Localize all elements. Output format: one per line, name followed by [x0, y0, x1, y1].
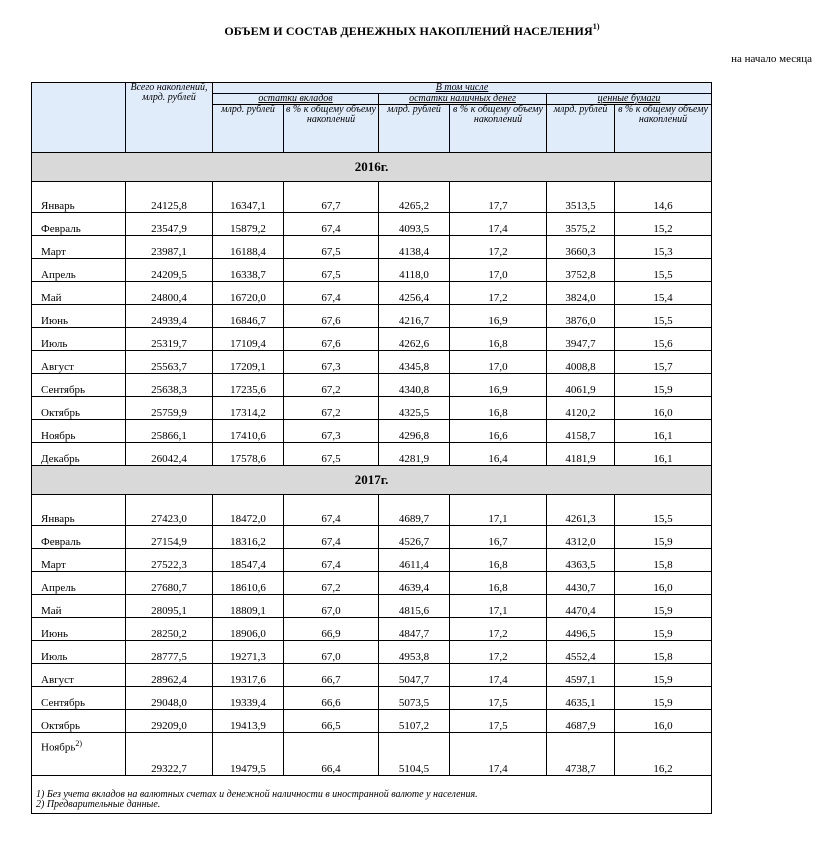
total-cell: 27154,9 — [126, 526, 213, 549]
cash-pct-cell: 16,8 — [450, 572, 547, 595]
securities-pct-cell: 15,9 — [615, 687, 712, 710]
deposits-pct-cell: 67,3 — [284, 420, 379, 443]
table-row — [32, 259, 712, 282]
cash-bn-cell: 5047,7 — [379, 664, 450, 687]
securities-bn-cell: 3824,0 — [547, 282, 615, 305]
cash-bn-cell: 5104,5 — [379, 733, 450, 776]
month-cell — [32, 618, 126, 641]
securities-pct-cell: 15,8 — [615, 641, 712, 664]
table-row — [32, 595, 712, 618]
year-header: 2016г. — [32, 153, 712, 182]
total-cell: 27680,7 — [126, 572, 213, 595]
cash-pct-cell: 16,9 — [450, 305, 547, 328]
deposits-bn-cell: 17410,6 — [213, 420, 284, 443]
deposits-pct-cell: 66,7 — [284, 664, 379, 687]
month-label: Февраль — [41, 536, 81, 548]
month-cell — [32, 549, 126, 572]
deposits-bn-cell: 18906,0 — [213, 618, 284, 641]
cash-pct-cell: 17,7 — [450, 190, 547, 213]
securities-pct-cell: 14,6 — [615, 190, 712, 213]
securities-pct-cell: 15,5 — [615, 305, 712, 328]
securities-bn-header: млрд. рублей — [547, 105, 615, 153]
securities-bn-cell: 3876,0 — [547, 305, 615, 328]
deposits-bn-cell: 16846,7 — [213, 305, 284, 328]
month-cell — [32, 236, 126, 259]
cash-pct-cell: 17,1 — [450, 595, 547, 618]
month-label: Ноябрь — [41, 741, 76, 754]
table-row — [32, 374, 712, 397]
securities-bn-cell: 3947,7 — [547, 328, 615, 351]
month-label: Сентябрь — [41, 384, 86, 396]
total-cell: 29322,7 — [126, 733, 213, 776]
cash-pct-cell: 17,5 — [450, 710, 547, 733]
cash-pct-cell: 16,6 — [450, 420, 547, 443]
securities-bn-cell: 4635,1 — [547, 687, 615, 710]
cash-bn-cell: 4138,4 — [379, 236, 450, 259]
cash-pct-cell: 17,1 — [450, 503, 547, 526]
securities-pct-cell: 15,6 — [615, 328, 712, 351]
securities-pct-cell: 15,5 — [615, 503, 712, 526]
deposits-bn-cell: 19317,6 — [213, 664, 284, 687]
cash-pct-cell: 17,4 — [450, 213, 547, 236]
cash-bn-cell: 4815,6 — [379, 595, 450, 618]
month-label: Ноябрь — [41, 430, 76, 442]
deposits-bn-cell: 19413,9 — [213, 710, 284, 733]
month-label: Июнь — [41, 628, 69, 640]
table-body — [32, 153, 712, 814]
securities-bn-cell: 3575,2 — [547, 213, 615, 236]
securities-bn-cell: 4008,8 — [547, 351, 615, 374]
deposits-bn-cell: 17578,6 — [213, 443, 284, 466]
total-cell: 24939,4 — [126, 305, 213, 328]
table-row — [32, 526, 712, 549]
securities-bn-cell: 4552,4 — [547, 641, 615, 664]
month-label: Январь — [41, 513, 75, 525]
securities-pct-cell: 15,8 — [615, 549, 712, 572]
securities-pct-cell: 16,0 — [615, 572, 712, 595]
month-cell — [32, 687, 126, 710]
securities-pct-cell: 15,2 — [615, 213, 712, 236]
cash-bn-cell: 4611,4 — [379, 549, 450, 572]
table-row — [32, 710, 712, 733]
securities-bn-cell: 4312,0 — [547, 526, 615, 549]
securities-bn-cell: 3752,8 — [547, 259, 615, 282]
month-label: Май — [41, 605, 62, 617]
securities-pct-cell: 16,1 — [615, 443, 712, 466]
securities-pct-cell: 15,9 — [615, 526, 712, 549]
securities-bn-cell: 4430,7 — [547, 572, 615, 595]
securities-bn-cell: 4158,7 — [547, 420, 615, 443]
deposits-pct-cell: 67,7 — [284, 190, 379, 213]
securities-pct-cell: 15,9 — [615, 664, 712, 687]
cash-pct-cell: 16,9 — [450, 374, 547, 397]
month-label: Октябрь — [41, 720, 80, 732]
securities-bn-cell: 3660,3 — [547, 236, 615, 259]
deposits-pct-cell: 66,5 — [284, 710, 379, 733]
deposits-bn-cell: 16188,4 — [213, 236, 284, 259]
cash-pct-cell: 16,7 — [450, 526, 547, 549]
total-cell: 28777,5 — [126, 641, 213, 664]
total-cell: 26042,4 — [126, 443, 213, 466]
securities-pct-cell: 16,0 — [615, 710, 712, 733]
table-row — [32, 664, 712, 687]
month-label: Июль — [41, 338, 68, 350]
cash-bn-cell: 5073,5 — [379, 687, 450, 710]
cash-bn-cell: 4281,9 — [379, 443, 450, 466]
deposits-pct-header: в % к общему объему накоплений — [284, 105, 379, 153]
month-cell — [32, 282, 126, 305]
securities-pct-cell: 15,4 — [615, 282, 712, 305]
table-row — [32, 641, 712, 664]
total-cell: 23547,9 — [126, 213, 213, 236]
securities-bn-cell: 4687,9 — [547, 710, 615, 733]
cash-pct-cell: 17,0 — [450, 351, 547, 374]
deposits-bn-cell: 19339,4 — [213, 687, 284, 710]
total-cell: 29209,0 — [126, 710, 213, 733]
month-label: Март — [41, 559, 66, 571]
month-label: Январь — [41, 200, 75, 212]
deposits-bn-cell: 18610,6 — [213, 572, 284, 595]
securities-bn-cell: 4181,9 — [547, 443, 615, 466]
table-row — [32, 305, 712, 328]
table-row — [32, 503, 712, 526]
securities-bn-cell: 4061,9 — [547, 374, 615, 397]
month-cell — [32, 328, 126, 351]
deposits-bn-cell: 15879,2 — [213, 213, 284, 236]
including-header: В том числе — [213, 83, 712, 94]
month-cell — [32, 641, 126, 664]
table-row — [32, 549, 712, 572]
securities-bn-cell: 4261,3 — [547, 503, 615, 526]
total-cell: 27423,0 — [126, 503, 213, 526]
cash-bn-cell: 4340,8 — [379, 374, 450, 397]
deposits-bn-cell: 18316,2 — [213, 526, 284, 549]
table-row — [32, 328, 712, 351]
deposits-pct-cell: 67,5 — [284, 443, 379, 466]
deposits-pct-cell: 67,2 — [284, 572, 379, 595]
month-cell — [32, 420, 126, 443]
month-label: Февраль — [41, 223, 81, 235]
cash-pct-cell: 17,4 — [450, 664, 547, 687]
total-cell: 29048,0 — [126, 687, 213, 710]
deposits-pct-cell: 66,4 — [284, 733, 379, 776]
total-cell: 24125,8 — [126, 190, 213, 213]
total-cell: 25866,1 — [126, 420, 213, 443]
table-row — [32, 618, 712, 641]
month-label: Апрель — [41, 269, 76, 281]
table-row — [32, 572, 712, 595]
cash-bn-cell: 4325,5 — [379, 397, 450, 420]
cash-pct-cell: 16,8 — [450, 549, 547, 572]
securities-pct-cell: 16,1 — [615, 420, 712, 443]
deposits-bn-cell: 17109,4 — [213, 328, 284, 351]
month-label: Апрель — [41, 582, 76, 594]
securities-pct-header: в % к общему объему накоплений — [615, 105, 712, 153]
securities-bn-cell: 4496,5 — [547, 618, 615, 641]
deposits-bn-cell: 19271,3 — [213, 641, 284, 664]
deposits-pct-cell: 67,0 — [284, 641, 379, 664]
deposits-pct-cell: 67,6 — [284, 305, 379, 328]
securities-pct-cell: 15,9 — [615, 618, 712, 641]
month-cell — [32, 664, 126, 687]
month-cell — [32, 374, 126, 397]
deposits-pct-cell: 67,0 — [284, 595, 379, 618]
deposits-header: остатки вкладов — [213, 94, 379, 105]
cash-bn-cell: 4345,8 — [379, 351, 450, 374]
month-cell — [32, 503, 126, 526]
deposits-bn-cell: 19479,5 — [213, 733, 284, 776]
month-label: Июль — [41, 651, 68, 663]
total-cell: 24209,5 — [126, 259, 213, 282]
deposits-pct-cell: 67,4 — [284, 213, 379, 236]
table-row — [32, 420, 712, 443]
year-header: 2017г. — [32, 466, 712, 495]
cash-pct-cell: 17,2 — [450, 618, 547, 641]
deposits-pct-cell: 67,3 — [284, 351, 379, 374]
deposits-pct-cell: 66,9 — [284, 618, 379, 641]
month-cell — [32, 595, 126, 618]
securities-pct-cell: 16,0 — [615, 397, 712, 420]
table-row — [32, 282, 712, 305]
deposits-bn-cell: 18547,4 — [213, 549, 284, 572]
cash-pct-cell: 17,2 — [450, 641, 547, 664]
securities-bn-cell: 4470,4 — [547, 595, 615, 618]
securities-bn-cell: 4120,2 — [547, 397, 615, 420]
month-label: Октябрь — [41, 407, 80, 419]
deposits-bn-header: млрд. рублей — [213, 105, 284, 153]
cash-bn-cell: 4216,7 — [379, 305, 450, 328]
footnote-mark: 2) — [75, 739, 83, 748]
month-cell — [32, 443, 126, 466]
deposits-pct-cell: 66,6 — [284, 687, 379, 710]
cash-bn-cell: 4953,8 — [379, 641, 450, 664]
month-label: Август — [41, 674, 74, 686]
cash-pct-cell: 17,2 — [450, 282, 547, 305]
cash-bn-cell: 4118,0 — [379, 259, 450, 282]
table-row — [32, 351, 712, 374]
deposits-bn-cell: 18472,0 — [213, 503, 284, 526]
deposits-pct-cell: 67,2 — [284, 374, 379, 397]
deposits-pct-cell: 67,4 — [284, 526, 379, 549]
securities-pct-cell: 15,9 — [615, 374, 712, 397]
month-cell — [32, 190, 126, 213]
total-cell: 25319,7 — [126, 328, 213, 351]
table-row — [32, 443, 712, 466]
month-cell — [32, 526, 126, 549]
cash-bn-cell: 4262,6 — [379, 328, 450, 351]
month-cell — [32, 259, 126, 282]
securities-pct-cell: 16,2 — [615, 733, 712, 776]
securities-bn-cell: 3513,5 — [547, 190, 615, 213]
cash-bn-cell: 4265,2 — [379, 190, 450, 213]
cash-pct-cell: 17,0 — [450, 259, 547, 282]
month-label: Июнь — [41, 315, 69, 327]
securities-pct-cell: 15,7 — [615, 351, 712, 374]
total-cell: 28962,4 — [126, 664, 213, 687]
month-label: Август — [41, 361, 74, 373]
total-header: Всего накоплений, млрд. рублей — [126, 83, 213, 153]
securities-bn-cell: 4597,1 — [547, 664, 615, 687]
footnotes — [32, 776, 712, 814]
securities-header: ценные бумаги — [547, 94, 712, 105]
month-cell — [32, 733, 126, 776]
total-cell: 27522,3 — [126, 549, 213, 572]
savings-table — [31, 82, 712, 814]
deposits-bn-cell: 16338,7 — [213, 259, 284, 282]
total-cell: 23987,1 — [126, 236, 213, 259]
month-cell — [32, 397, 126, 420]
securities-bn-cell: 4738,7 — [547, 733, 615, 776]
month-label: Май — [41, 292, 62, 304]
securities-pct-cell: 15,5 — [615, 259, 712, 282]
total-cell: 28250,2 — [126, 618, 213, 641]
cash-bn-cell: 5107,2 — [379, 710, 450, 733]
deposits-pct-cell: 67,4 — [284, 503, 379, 526]
total-cell: 28095,1 — [126, 595, 213, 618]
deposits-bn-cell: 16347,1 — [213, 190, 284, 213]
month-label: Март — [41, 246, 66, 258]
period-note: на начало месяца — [731, 53, 812, 65]
footnote-text: 2) Предварительные данные. — [36, 799, 161, 810]
deposits-pct-cell: 67,4 — [284, 282, 379, 305]
cash-bn-cell: 4256,4 — [379, 282, 450, 305]
cash-pct-cell: 16,8 — [450, 397, 547, 420]
deposits-pct-cell: 67,4 — [284, 549, 379, 572]
cash-pct-cell: 16,8 — [450, 328, 547, 351]
deposits-pct-cell: 67,6 — [284, 328, 379, 351]
securities-pct-cell: 15,9 — [615, 595, 712, 618]
cash-pct-cell: 17,4 — [450, 733, 547, 776]
month-label: Декабрь — [41, 453, 80, 465]
cash-header: остатки наличных денег — [379, 94, 547, 105]
month-cell — [32, 710, 126, 733]
cash-pct-cell: 17,2 — [450, 236, 547, 259]
month-cell — [32, 213, 126, 236]
cash-bn-cell: 4639,4 — [379, 572, 450, 595]
deposits-pct-cell: 67,2 — [284, 397, 379, 420]
month-header — [32, 83, 126, 153]
cash-pct-header: в % к общему объему накоплений — [450, 105, 547, 153]
deposits-bn-cell: 17235,6 — [213, 374, 284, 397]
page-title: ОБЪЕМ И СОСТАВ ДЕНЕЖНЫХ НАКОПЛЕНИЙ НАСЕЛЕНИЯ$^{1)}$ — [224, 22, 600, 38]
table-row — [32, 687, 712, 710]
deposits-pct-cell: 67,5 — [284, 259, 379, 282]
cash-bn-cell: 4296,8 — [379, 420, 450, 443]
total-cell: 25638,3 — [126, 374, 213, 397]
title-footnote-mark: 1) — [592, 22, 600, 31]
cash-bn-cell: 4689,7 — [379, 503, 450, 526]
cash-bn-cell: 4526,7 — [379, 526, 450, 549]
cash-pct-cell: 16,4 — [450, 443, 547, 466]
table-row — [32, 733, 712, 776]
footnote-text: 1) Без учета вкладов на валютных счетах и денежной наличности в иностранной валюте у населения. — [36, 789, 478, 800]
securities-bn-cell: 4363,5 — [547, 549, 615, 572]
cash-bn-cell: 4847,7 — [379, 618, 450, 641]
deposits-pct-cell: 67,5 — [284, 236, 379, 259]
total-cell: 25759,9 — [126, 397, 213, 420]
deposits-bn-cell: 17209,1 — [213, 351, 284, 374]
month-label: Сентябрь — [41, 697, 86, 709]
total-cell: 24800,4 — [126, 282, 213, 305]
total-cell: 25563,7 — [126, 351, 213, 374]
securities-pct-cell: 15,3 — [615, 236, 712, 259]
cash-bn-header: млрд. рублей — [379, 105, 450, 153]
month-cell — [32, 572, 126, 595]
deposits-bn-cell: 18809,1 — [213, 595, 284, 618]
month-cell — [32, 351, 126, 374]
deposits-bn-cell: 17314,2 — [213, 397, 284, 420]
cash-bn-cell: 4093,5 — [379, 213, 450, 236]
table-row — [32, 236, 712, 259]
table-row — [32, 213, 712, 236]
month-cell — [32, 305, 126, 328]
deposits-bn-cell: 16720,0 — [213, 282, 284, 305]
table-row — [32, 397, 712, 420]
table-row — [32, 190, 712, 213]
cash-pct-cell: 17,5 — [450, 687, 547, 710]
